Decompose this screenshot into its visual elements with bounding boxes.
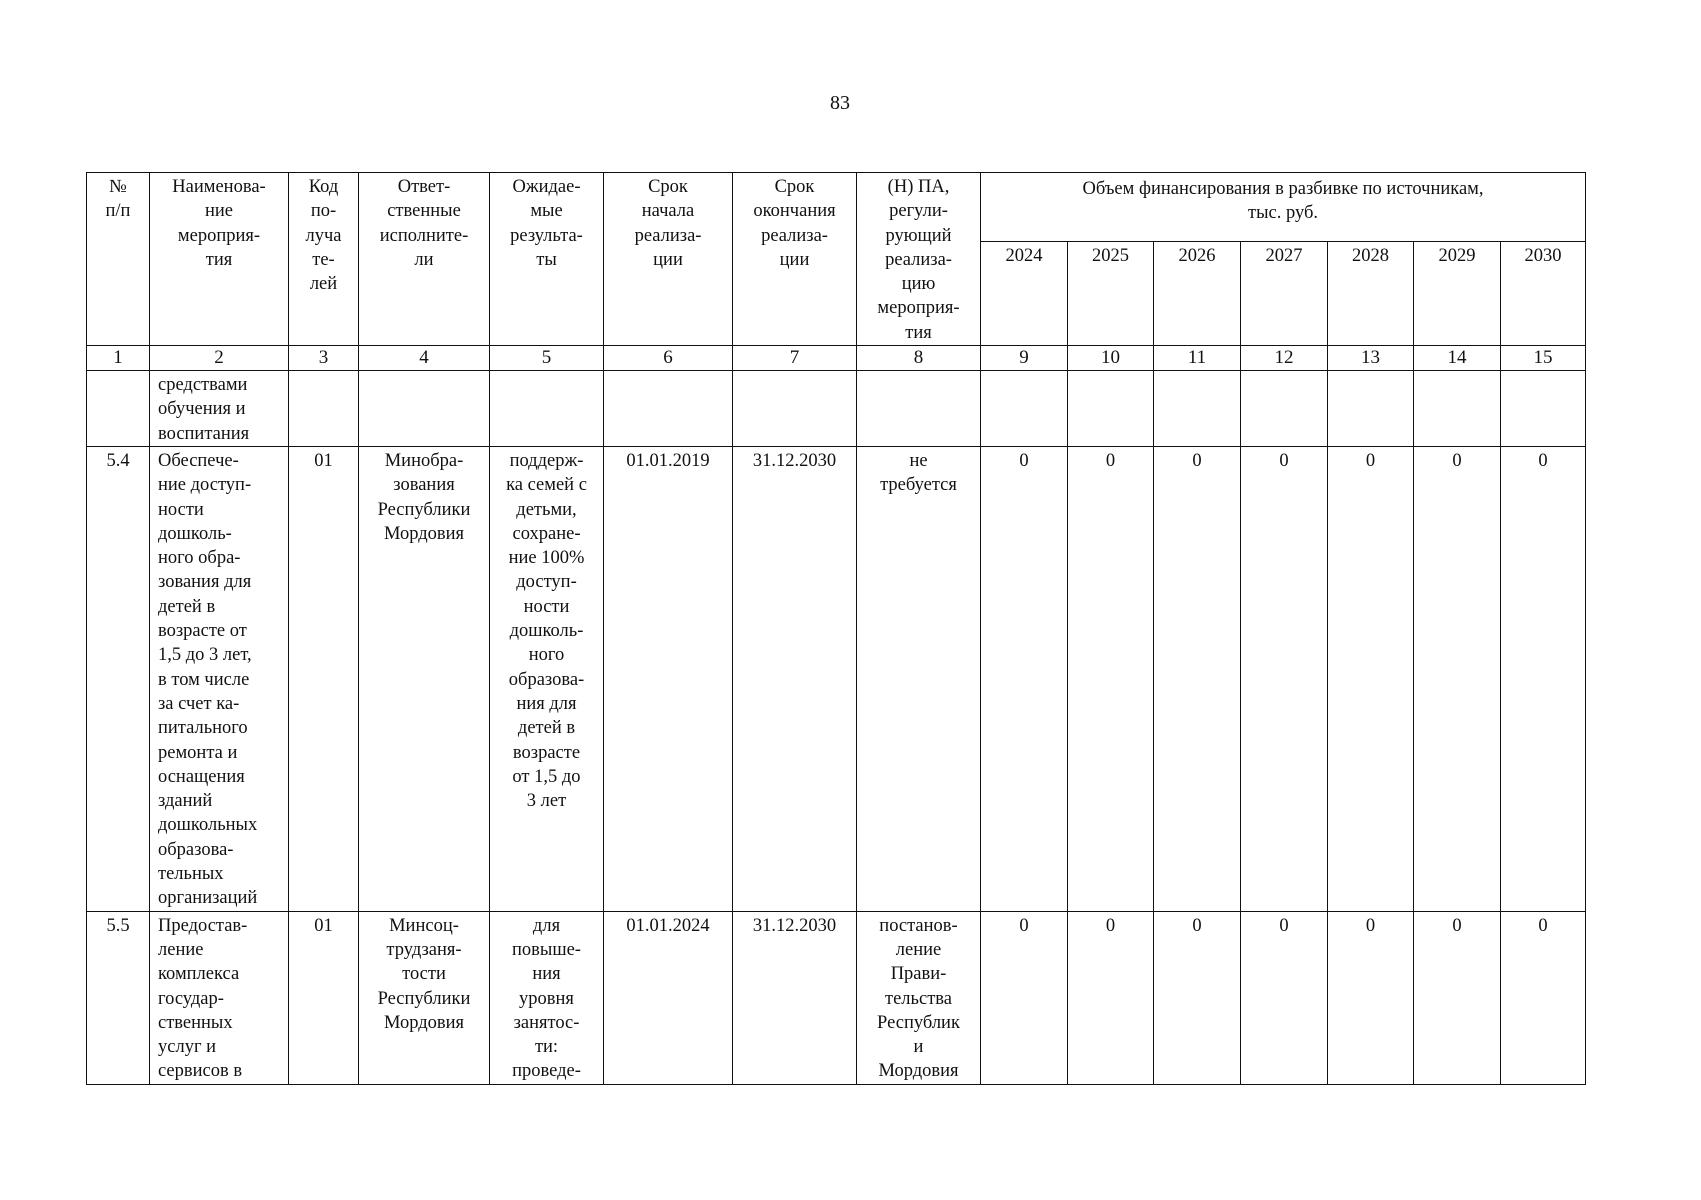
financing-2025: 0 bbox=[1068, 911, 1154, 1084]
text-line: Мордовия bbox=[383, 523, 465, 544]
column-number: 14 bbox=[1414, 346, 1501, 371]
text-line: Мордовия bbox=[383, 1012, 465, 1033]
text-line: № bbox=[109, 177, 127, 197]
column-number: 13 bbox=[1328, 346, 1414, 371]
text-line: образова- bbox=[508, 669, 585, 690]
financing-2024: 0 bbox=[981, 911, 1068, 1084]
financing-2024 bbox=[981, 371, 1068, 447]
event-name bbox=[150, 446, 289, 911]
text-line: мероприя- bbox=[877, 298, 960, 319]
text-line: ние 100% bbox=[508, 548, 585, 569]
header-year-2030: 2030 bbox=[1501, 241, 1586, 345]
regulatory-act bbox=[857, 371, 981, 447]
text-line: ние bbox=[204, 201, 233, 222]
text-line: питального bbox=[158, 718, 248, 739]
text-line: услуг и bbox=[158, 1037, 217, 1058]
text-line: уровня bbox=[519, 988, 574, 1009]
financing-2029 bbox=[1414, 371, 1501, 447]
responsible-executor bbox=[359, 446, 490, 911]
text-line: 5.5 bbox=[106, 915, 130, 936]
financing-2026: 0 bbox=[1154, 446, 1241, 911]
column-number: 2 bbox=[150, 346, 289, 371]
text-line: рующий bbox=[885, 225, 952, 246]
text-line: ление bbox=[895, 939, 942, 960]
financing-2028: 0 bbox=[1328, 446, 1414, 911]
text-line: ции bbox=[779, 249, 810, 270]
row-number bbox=[87, 371, 150, 447]
text-line: возрасте от bbox=[158, 621, 247, 642]
text-line: ного обра- bbox=[158, 548, 241, 569]
end-date: 31.12.2030 bbox=[733, 446, 857, 911]
financing-2026 bbox=[1154, 371, 1241, 447]
text-line: исполните- bbox=[379, 225, 469, 246]
start-date: 01.01.2019 bbox=[604, 446, 733, 911]
header-year-2024: 2024 bbox=[981, 241, 1068, 345]
financing-2029: 0 bbox=[1414, 446, 1501, 911]
text-line: трудзаня- bbox=[386, 939, 462, 960]
text-line: постанов- bbox=[879, 915, 958, 936]
text-line: 5.4 bbox=[106, 450, 130, 471]
text-line: ремонта и bbox=[158, 742, 238, 763]
text-line: тости bbox=[402, 964, 446, 985]
text-line: ности bbox=[158, 499, 204, 520]
text-line: поддерж- bbox=[509, 450, 584, 471]
event-name bbox=[150, 371, 289, 447]
header-num bbox=[87, 173, 150, 346]
text-line: повыше- bbox=[512, 939, 581, 960]
column-number: 1 bbox=[87, 346, 150, 371]
text-line: сервисов в bbox=[158, 1061, 243, 1082]
recipient-code bbox=[289, 446, 359, 911]
text-line: занятос- bbox=[513, 1012, 580, 1033]
text-line: дошкольных bbox=[158, 815, 258, 836]
text-line: по- bbox=[310, 201, 337, 222]
text-line: начала bbox=[641, 201, 695, 222]
text-line: Срок bbox=[774, 177, 815, 197]
text-line: воспитания bbox=[158, 423, 250, 444]
financing-2027: 0 bbox=[1241, 446, 1328, 911]
text-line: обучения и bbox=[158, 399, 246, 420]
column-number: 10 bbox=[1068, 346, 1154, 371]
text-line: те- bbox=[312, 249, 335, 270]
page-number: 83 bbox=[830, 92, 850, 114]
responsible-executor bbox=[359, 371, 490, 447]
table-row bbox=[87, 446, 1586, 911]
regulatory-act bbox=[857, 911, 981, 1084]
column-number: 5 bbox=[490, 346, 604, 371]
text-line: Прави- bbox=[890, 964, 947, 985]
text-line: 01 bbox=[314, 450, 333, 471]
text-line: Республик bbox=[877, 1012, 960, 1033]
text-line: детьми, bbox=[516, 499, 577, 520]
text-line: дошколь- bbox=[509, 621, 584, 642]
header-year-2027: 2027 bbox=[1241, 241, 1328, 345]
text-line: лей bbox=[309, 274, 338, 295]
text-line: Обеспече- bbox=[158, 450, 239, 471]
text-line: тия bbox=[205, 249, 233, 270]
text-line: ственных bbox=[158, 1012, 233, 1033]
text-line: тельства bbox=[885, 988, 952, 1009]
row-number bbox=[87, 911, 150, 1084]
text-line: требуется bbox=[880, 475, 957, 496]
financing-2028: 0 bbox=[1328, 911, 1414, 1084]
expected-results bbox=[490, 371, 604, 447]
start-date: 01.01.2024 bbox=[604, 911, 733, 1084]
text-line: средствами bbox=[158, 375, 248, 396]
financing-2030: 0 bbox=[1501, 446, 1586, 911]
start-date bbox=[604, 371, 733, 447]
financing-2024: 0 bbox=[981, 446, 1068, 911]
end-date bbox=[733, 371, 857, 447]
header-event-name bbox=[150, 173, 289, 346]
column-number: 7 bbox=[733, 346, 857, 371]
text-line: ния bbox=[532, 964, 561, 985]
text-line: окончания bbox=[753, 201, 836, 222]
column-number: 9 bbox=[981, 346, 1068, 371]
text-line: детей в bbox=[158, 596, 216, 617]
text-line: луча bbox=[305, 225, 342, 246]
text-line: Объем финансирования в разбивке по источникам, bbox=[1082, 179, 1484, 199]
text-line: регули- bbox=[889, 201, 948, 222]
expected-results bbox=[490, 446, 604, 911]
text-line: ности bbox=[523, 596, 570, 617]
header-responsible bbox=[359, 173, 490, 346]
text-line: государ- bbox=[158, 988, 224, 1009]
text-line: оснащения bbox=[158, 766, 245, 787]
text-line: организаций bbox=[158, 888, 258, 909]
financing-2028 bbox=[1328, 371, 1414, 447]
text-line: (Н) ПА, bbox=[887, 177, 950, 197]
text-line: ты bbox=[536, 249, 557, 270]
financing-2029: 0 bbox=[1414, 911, 1501, 1084]
text-line: от 1,5 до bbox=[512, 766, 581, 787]
text-line: в том числе bbox=[158, 669, 250, 690]
column-number: 6 bbox=[604, 346, 733, 371]
text-line: Предостав- bbox=[158, 915, 248, 936]
text-line: детей в bbox=[517, 718, 576, 739]
column-number: 3 bbox=[289, 346, 359, 371]
text-line: 1,5 до 3 лет, bbox=[158, 645, 252, 666]
column-number: 11 bbox=[1154, 346, 1241, 371]
text-line: реализа- bbox=[761, 225, 828, 246]
text-line: ния для bbox=[516, 693, 577, 714]
event-name bbox=[150, 911, 289, 1084]
column-number: 8 bbox=[857, 346, 981, 371]
text-line: ного bbox=[528, 645, 565, 666]
financing-2025: 0 bbox=[1068, 446, 1154, 911]
text-line: Наименова- bbox=[172, 177, 266, 197]
text-line: образова- bbox=[158, 839, 234, 860]
text-line: зданий bbox=[158, 791, 213, 812]
financing-2030 bbox=[1501, 371, 1586, 447]
text-line: ли bbox=[414, 249, 434, 270]
text-line: тельных bbox=[158, 864, 224, 885]
header-year-2028: 2028 bbox=[1328, 241, 1414, 345]
text-line: ка семей с bbox=[506, 475, 587, 496]
text-line: мые bbox=[530, 201, 563, 222]
column-number: 12 bbox=[1241, 346, 1328, 371]
text-line: Ожидае- bbox=[512, 177, 581, 197]
text-line: результа- bbox=[510, 225, 583, 246]
text-line: Минсоц- bbox=[389, 915, 459, 936]
financing-2026: 0 bbox=[1154, 911, 1241, 1084]
header-financing bbox=[981, 173, 1586, 242]
header-end-date bbox=[733, 173, 857, 346]
text-line: Республики bbox=[377, 988, 471, 1009]
column-number: 4 bbox=[359, 346, 490, 371]
financing-2027 bbox=[1241, 371, 1328, 447]
text-line: Республики bbox=[377, 499, 471, 520]
end-date: 31.12.2030 bbox=[733, 911, 857, 1084]
header-expected-results bbox=[490, 173, 604, 346]
financing-2030: 0 bbox=[1501, 911, 1586, 1084]
text-line: ственные bbox=[387, 201, 461, 222]
table-row bbox=[87, 911, 1586, 1084]
text-line: Срок bbox=[648, 177, 688, 197]
table-row bbox=[87, 371, 1586, 447]
text-line: тия bbox=[905, 322, 932, 343]
text-line: реализа- bbox=[885, 249, 952, 270]
text-line: цию bbox=[901, 274, 936, 295]
text-line: не bbox=[909, 450, 928, 471]
text-line: для bbox=[532, 915, 561, 936]
text-line: ние доступ- bbox=[158, 475, 252, 496]
text-line: ции bbox=[653, 249, 683, 270]
text-line: 3 лет bbox=[526, 791, 567, 812]
text-line: мероприя- bbox=[177, 225, 261, 246]
text-line: и bbox=[913, 1037, 924, 1058]
text-line: возрасте bbox=[512, 742, 581, 763]
header-start-date bbox=[604, 173, 733, 346]
text-line: дошколь- bbox=[158, 523, 232, 544]
text-line: за счет ка- bbox=[158, 693, 240, 714]
text-line: сохране- bbox=[512, 523, 581, 544]
text-line: проведе- bbox=[512, 1061, 581, 1082]
header-recipient-code bbox=[289, 173, 359, 346]
financing-2027: 0 bbox=[1241, 911, 1328, 1084]
responsible-executor bbox=[359, 911, 490, 1084]
financing-table bbox=[86, 172, 1586, 1085]
header-regulatory-act bbox=[857, 173, 981, 346]
text-line: доступ- bbox=[516, 572, 577, 593]
text-line: зования bbox=[393, 475, 455, 496]
text-line: 01 bbox=[314, 915, 333, 936]
header-year-2025: 2025 bbox=[1068, 241, 1154, 345]
header-year-2026: 2026 bbox=[1154, 241, 1241, 345]
text-line: Ответ- bbox=[397, 177, 451, 197]
header-year-2029: 2029 bbox=[1414, 241, 1501, 345]
expected-results bbox=[490, 911, 604, 1084]
row-number bbox=[87, 446, 150, 911]
text-line: реализа- bbox=[634, 225, 702, 246]
recipient-code bbox=[289, 911, 359, 1084]
financing-2025 bbox=[1068, 371, 1154, 447]
text-line: Минобра- bbox=[384, 450, 464, 471]
regulatory-act bbox=[857, 446, 981, 911]
recipient-code bbox=[289, 371, 359, 447]
text-line: Код bbox=[308, 177, 339, 197]
text-line: ти: bbox=[534, 1037, 559, 1058]
text-line: комплекса bbox=[158, 964, 240, 985]
text-line: п/п bbox=[105, 201, 131, 222]
text-line: тыс. руб. bbox=[1248, 203, 1319, 223]
column-number: 15 bbox=[1501, 346, 1586, 371]
text-line: Мордовия bbox=[878, 1061, 959, 1082]
text-line: зования для bbox=[158, 572, 252, 593]
text-line: ление bbox=[158, 939, 204, 960]
